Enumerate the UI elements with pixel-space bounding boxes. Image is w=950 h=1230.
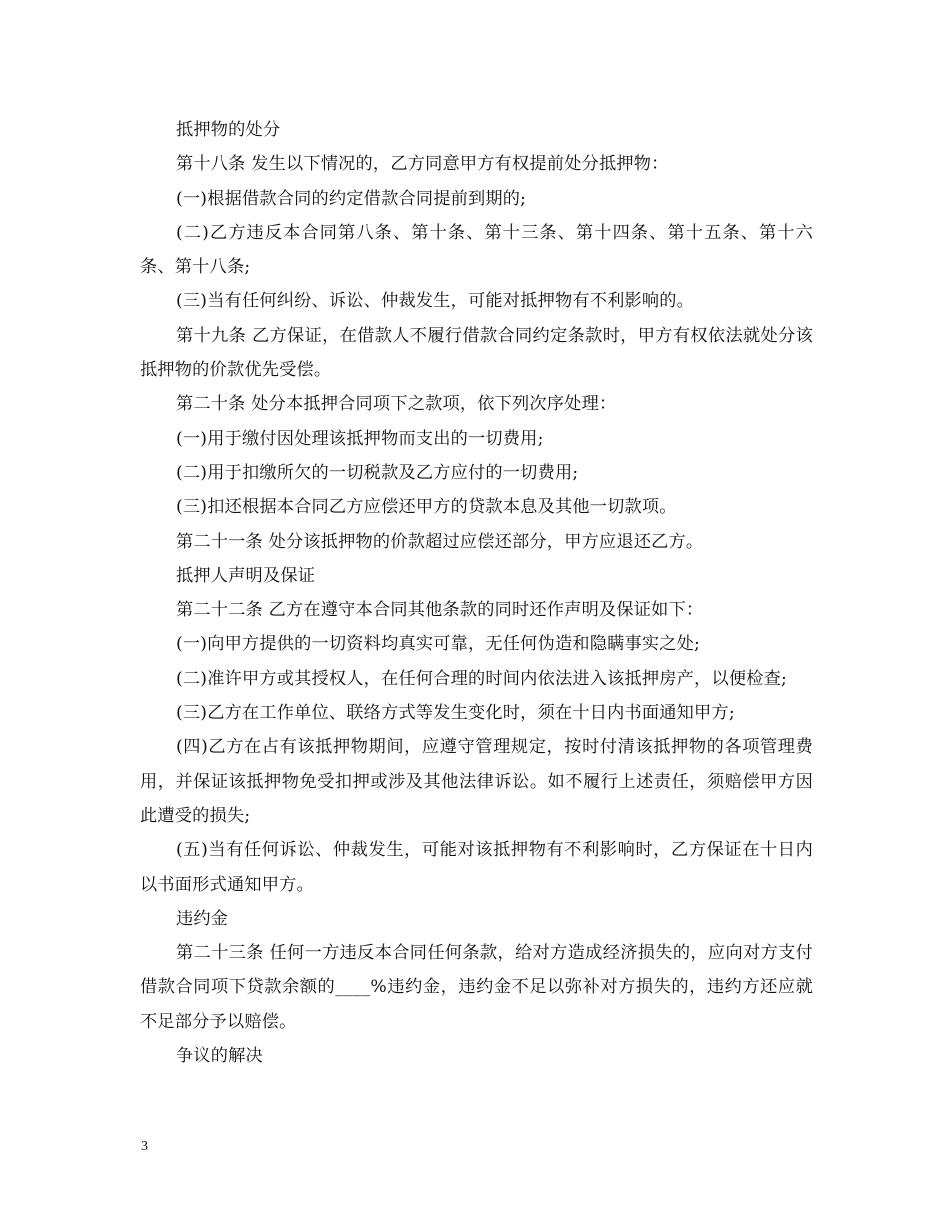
section-heading-dispute-resolution: 争议的解决 — [176, 1046, 263, 1067]
section-heading-collateral-disposal: 抵押物的处分 — [176, 120, 281, 140]
article-22-item-3: (三)乙方在工作单位、联络方式等发生变化时，须在十日内书面通知甲方; — [176, 703, 735, 724]
page-number: 3 — [141, 1139, 148, 1154]
article-18-item-1: (一)根据借款合同的约定借款合同提前到期的; — [176, 188, 527, 209]
article-20: 第二十条 处分本抵押合同项下之款项，依下列次序处理： — [176, 394, 617, 415]
article-22-item-5: (五)当有任何诉讼、仲裁发生，可能对该抵押物有不利影响时，乙方保证在十日内以书面形式通知甲方。 — [140, 840, 813, 895]
article-20-item-1: (一)用于缴付因处理该抵押物而支出的一切费用; — [176, 428, 544, 449]
article-22: 第二十二条 乙方在遵守本合同其他条款的同时还作声明及保证如下： — [176, 600, 704, 621]
article-18-item-3: (三)当有任何纠纷、诉讼、仲裁发生，可能对抵押物有不利影响的。 — [176, 291, 695, 312]
article-18: 第十八条 发生以下情况的，乙方同意甲方有权提前处分抵押物： — [176, 154, 669, 175]
article-20-item-3: (三)扣还根据本合同乙方应偿还甲方的贷款本息及其他一切款项。 — [176, 497, 677, 518]
article-19: 第十九条 乙方保证，在借款人不履行借款合同约定条款时，甲方有权依法就处分该抵押物的价款优先受偿。 — [140, 325, 813, 381]
section-heading-penalty: 违约金 — [176, 908, 229, 929]
section-heading-mortgagor-warranty: 抵押人声明及保证 — [176, 565, 316, 586]
article-22-item-2: (二)准许甲方或其授权人，在任何合理的时间内依法进入该抵押房产，以便检查; — [176, 668, 787, 689]
article-21: 第二十一条 处分该抵押物的价款超过应偿还部分，甲方应退还乙方。 — [176, 531, 704, 552]
article-23: 第二十三条 任何一方违反本合同任何条款，给对方造成经济损失的，应向对方支付借款合同项下贷款余额的____%违约金，违约金不足以弥补对方损失的，违约方还应就不足部分予以赔偿。 — [140, 943, 813, 1032]
article-22-item-4: (四)乙方在占有该抵押物期间，应遵守管理规定，按时付清该抵押物的各项管理费用，并保证该抵押物免受扣押或涉及其他法律诉讼。如不履行上述责任，须赔偿甲方因此遭受的损失; — [140, 737, 813, 826]
article-20-item-2: (二)用于扣缴所欠的一切税款及乙方应付的一切费用; — [176, 462, 579, 483]
article-22-item-1: (一)向甲方提供的一切资料均真实可靠，无任何伪造和隐瞒事实之处; — [176, 634, 701, 655]
document-body — [140, 113, 813, 1073]
article-18-item-2: (二)乙方违反本合同第八条、第十条、第十三条、第十四条、第十五条、第十六条、第十八条; — [140, 222, 813, 278]
